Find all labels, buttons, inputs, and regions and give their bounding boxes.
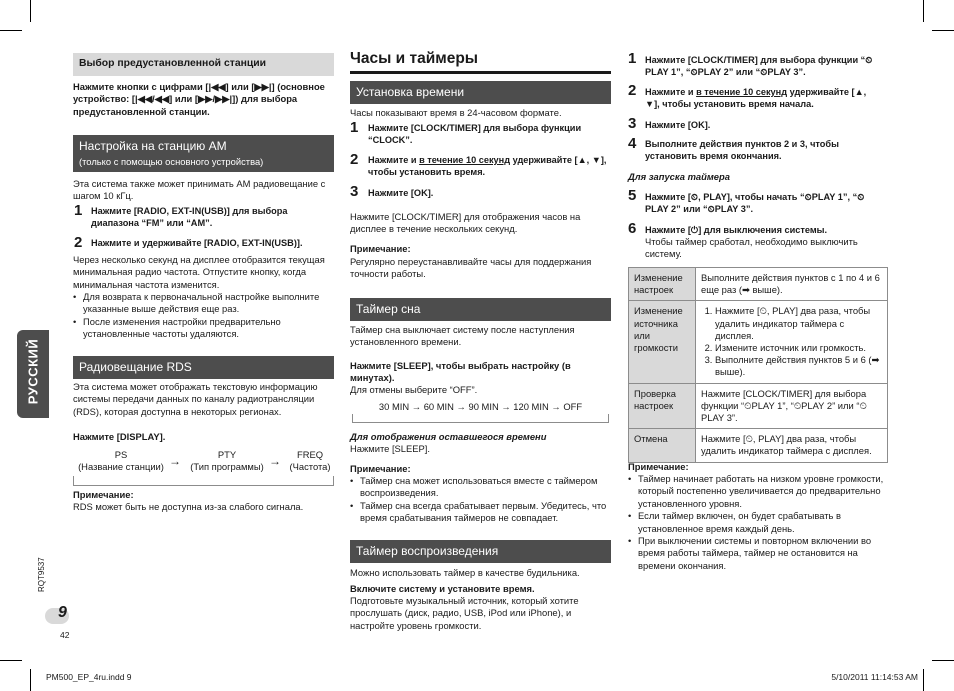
am-bullet-1: • Для возврата к первоначальной настройке выполните указанные выше действия еще раз. bbox=[73, 291, 335, 316]
table-cell-list bbox=[696, 301, 888, 383]
rds-press: Нажмите [DISPLAY]. bbox=[73, 431, 166, 442]
crop-mark bbox=[923, 0, 924, 22]
play-timer-text: Подготовьте музыкальный источник, который хотите прослушать (диск, радио, USB, iPod или iPhone), и настройте уровень громкости. bbox=[350, 595, 579, 631]
rds-seq-ps bbox=[74, 449, 168, 474]
clock-step2-b: удерживайте [▲, ▼], чтобы установить время. bbox=[368, 155, 607, 178]
am-intro: Эта система также может принимать AM радиовещание с шагом 10 кГц. bbox=[73, 178, 326, 202]
rds-seq-pty bbox=[186, 449, 268, 474]
timer-start-label: Для запуска таймера bbox=[628, 171, 730, 182]
rds-pty-desc: (Тип программы) bbox=[190, 461, 264, 473]
clock-step2-underline: в течение 10 секунд bbox=[419, 155, 511, 165]
am-after-text: Через несколько секунд на дисплее отобразится текущая минимальная радио частота. Отпустите кнопку, когда минимальная частота изменится. bbox=[73, 254, 325, 290]
sleep-cycle-box bbox=[352, 414, 609, 423]
rds-note: RDS может быть не доступна из-за слабого сигнала. bbox=[73, 501, 304, 512]
sleep-intro: Таймер сна выключает систему после наступления установленного времени. bbox=[350, 324, 575, 348]
clock-step2-a: Нажмите и bbox=[368, 155, 420, 165]
am-step1-number: 1 bbox=[74, 202, 83, 219]
sleep-remaining-label: Для отображения оставшегося времени bbox=[350, 431, 547, 442]
timer-note-label: Примечание: bbox=[628, 461, 689, 472]
am-bullets bbox=[73, 291, 335, 341]
crop-mark bbox=[932, 30, 954, 31]
footer-date: 5/10/2011 11:14:53 AM bbox=[831, 672, 918, 682]
rds-freq-desc: (Частота) bbox=[289, 461, 331, 473]
table-row bbox=[629, 268, 888, 301]
timer-step3-text: Нажмите [OK]. bbox=[645, 120, 711, 130]
timer-bullet-3: • При выключении системы и повторном включении во время работы таймера, таймер не остановится на времени окончания. bbox=[628, 535, 886, 572]
crop-mark bbox=[30, 0, 31, 22]
crop-mark bbox=[30, 669, 31, 691]
clock-after: Нажмите [CLOCK/TIMER] для отображения часов на дисплее в течение нескольких секунд. bbox=[350, 211, 581, 235]
preset-header: Выбор предустановленной станции bbox=[73, 53, 334, 76]
timer-step2-underline: в течение 10 секунд bbox=[696, 87, 788, 97]
table-list-item: 3. Выполните действия пунктов 5 и 6 (➡ выше). bbox=[715, 354, 882, 378]
sleep-remaining: Нажмите [SLEEP]. bbox=[350, 443, 430, 454]
timer-step2-b: удерживайте [▲, ▼], чтобы установить время начала. bbox=[645, 87, 867, 110]
rds-pty-code: PTY bbox=[217, 449, 237, 460]
table-cell-label: Проверка настроек bbox=[629, 383, 696, 429]
table-cell-label: Изменение источника или громкости bbox=[629, 301, 696, 383]
timer-step1-number: 1 bbox=[628, 50, 637, 67]
timer-step2-number: 2 bbox=[628, 82, 637, 99]
rds-seq-freq bbox=[286, 449, 334, 474]
crop-mark bbox=[932, 660, 954, 661]
sleep-header: Таймер сна bbox=[350, 298, 611, 321]
sleep-bullet-2: • Таймер сна всегда срабатывает первым. Убедитесь, что время срабатывания таймеров не совпадает. bbox=[350, 500, 611, 525]
rds-ps-desc: (Название станции) bbox=[78, 461, 164, 473]
rds-arrow-1: → bbox=[169, 454, 181, 468]
play-timer-intro: Можно использовать таймер в качестве будильника. bbox=[350, 567, 580, 578]
footer-file: PM500_EP_4ru.indd 9 bbox=[46, 672, 132, 682]
crop-mark bbox=[0, 30, 22, 31]
sleep-bullet-1: • Таймер сна может использоваться вместе с таймером воспроизведения. bbox=[350, 475, 611, 500]
am-step1-text: Нажмите [RADIO, EXT-IN(USB)] для выбора диапазона “FM” или “AM”. bbox=[91, 206, 288, 229]
timer-step6-number: 6 bbox=[628, 220, 637, 237]
table-cell-text: Нажмите [CLOCK/TIMER] для выбора функции “⏲PLAY 1”, “⏲PLAY 2” или “⏲PLAY 3”. bbox=[696, 383, 888, 429]
timer-step2-a: Нажмите и bbox=[645, 87, 697, 97]
page-number-small: 42 bbox=[60, 630, 70, 640]
sleep-cycle: 30 MIN → 60 MIN → 90 MIN → 120 MIN → OFF bbox=[378, 401, 583, 412]
rds-intro: Эта система может отображать текстовую информацию системы передачи данных по каналу радиотрансляции (RDS), которая доступна в некоторых регионах. bbox=[73, 381, 318, 417]
clock-intro: Часы показывают время в 24-часовом формате. bbox=[350, 107, 562, 118]
sleep-cancel: Для отмены выберите “OFF”. bbox=[350, 384, 478, 395]
clock-step2-text bbox=[368, 154, 608, 179]
timer-bullets bbox=[628, 473, 886, 572]
am-header-title: Настройка на станцию AM bbox=[79, 139, 227, 153]
timer-step6-sub: Чтобы таймер сработал, необходимо выключить систему. bbox=[645, 236, 858, 260]
rds-freq-code: FREQ bbox=[296, 449, 324, 460]
timer-step2-text bbox=[645, 86, 883, 111]
sleep-note-label: Примечание: bbox=[350, 463, 411, 474]
rds-ps-code: PS bbox=[114, 449, 128, 460]
rds-note-label: Примечание: bbox=[73, 489, 134, 500]
timer-step5-number: 5 bbox=[628, 187, 637, 204]
am-bullet-2: • После изменения настройки предварительно установленные частоты удаляются. bbox=[73, 316, 335, 341]
sleep-bullets bbox=[350, 475, 611, 525]
timer-step4-text: Выполните действия пунктов 2 и 3, чтобы установить время окончания. bbox=[645, 139, 839, 162]
crop-mark bbox=[0, 660, 22, 661]
clock-step3-text: Нажмите [OK]. bbox=[368, 188, 434, 198]
preset-text: Нажмите кнопки с цифрами [|◀◀] или [▶▶|] (основное устройство: [|◀◀/◀◀] или [▶▶/▶▶|]) для выбора предустановленной станции. bbox=[73, 81, 325, 117]
play-timer-header: Таймер воспроизведения bbox=[350, 540, 611, 563]
section-title: Часы и таймеры bbox=[350, 50, 479, 67]
clock-step2-number: 2 bbox=[350, 151, 359, 168]
crop-mark bbox=[923, 669, 924, 691]
timer-step1-text: Нажмите [CLOCK/TIMER] для выбора функции “⏲PLAY 1”, “⏲PLAY 2” или “⏲PLAY 3”. bbox=[645, 55, 873, 78]
timer-bullet-1: • Таймер начинает работать на низком уровне громкости, который постепенно увеличивается до предварительно установленного уровня. bbox=[628, 473, 886, 510]
rds-seq-box bbox=[73, 476, 334, 486]
am-header-subtitle: (только с помощью основного устройства) bbox=[79, 156, 264, 167]
timer-step6-text: Нажмите [⏻] для выключения системы. bbox=[645, 225, 828, 235]
timer-step5-text: Нажмите [⏲, PLAY], чтобы начать “⏲PLAY 1”, “⏲PLAY 2” или “⏲PLAY 3”. bbox=[645, 192, 865, 215]
title-rule bbox=[350, 71, 611, 74]
rqt-code: RQT9537 bbox=[37, 557, 46, 592]
table-cell-label: Отмена bbox=[629, 429, 696, 462]
language-side-tab bbox=[17, 330, 49, 418]
am-header bbox=[73, 135, 334, 172]
table-list-item: 2. Измените источник или громкость. bbox=[715, 342, 882, 354]
timer-step3-number: 3 bbox=[628, 115, 637, 132]
sleep-press: Нажмите [SLEEP], чтобы выбрать настройку (в минутах). bbox=[350, 360, 571, 384]
clock-step1-text: Нажмите [CLOCK/TIMER] для выбора функции “CLOCK”. bbox=[368, 123, 582, 146]
am-step2-text: Нажмите и удерживайте [RADIO, EXT-IN(USB)]. bbox=[91, 238, 303, 248]
am-step2-number: 2 bbox=[74, 234, 83, 251]
rds-arrow-2: → bbox=[269, 454, 281, 468]
clock-note-label: Примечание: bbox=[350, 243, 411, 254]
table-cell-text: Нажмите [⏲, PLAY] два раза, чтобы удалить индикатор таймера с дисплея. bbox=[696, 429, 888, 462]
timer-table bbox=[628, 267, 888, 463]
table-row bbox=[629, 429, 888, 462]
play-timer-bold: Включите систему и установите время. bbox=[350, 583, 535, 594]
page-number: 9 bbox=[58, 604, 67, 621]
clock-step1-number: 1 bbox=[350, 119, 359, 136]
table-row bbox=[629, 301, 888, 383]
clock-note: Регулярно переустанавливайте часы для поддержания точности работы. bbox=[350, 256, 592, 280]
table-cell-label: Изменение настроек bbox=[629, 268, 696, 301]
clock-header: Установка времени bbox=[350, 81, 611, 104]
timer-bullet-2: • Если таймер включен, он будет срабатывать в установленное время каждый день. bbox=[628, 510, 886, 535]
clock-step3-number: 3 bbox=[350, 183, 359, 200]
rds-header: Радиовещание RDS bbox=[73, 356, 334, 379]
table-cell-text: Выполните действия пунктов с 1 по 4 и 6 еще раз (➡ выше). bbox=[696, 268, 888, 301]
timer-step4-number: 4 bbox=[628, 135, 637, 152]
language-label: РУССКИЙ bbox=[25, 338, 41, 405]
table-row bbox=[629, 383, 888, 429]
table-list-item: 1. Нажмите [⏲, PLAY] два раза, чтобы удалить индикатор таймера с дисплея. bbox=[715, 305, 882, 342]
